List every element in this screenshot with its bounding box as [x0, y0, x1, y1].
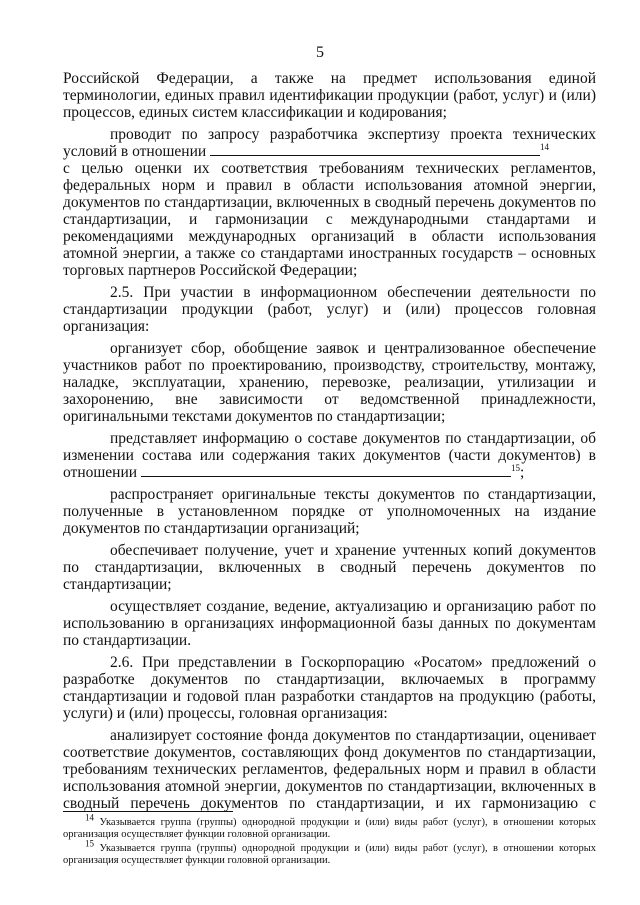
- document-body: [63, 70, 596, 812]
- footnote-14: [63, 812, 596, 841]
- footnote-mark: 15: [85, 838, 94, 849]
- footnote-text: Указывается группа (группы) однородной продукции и (или) виды работ (услуг), в отношении которых организация осуществляет функции головной организации.: [63, 843, 596, 866]
- paragraph-text: представляет информацию о составе документов по стандартизации, об изменении состава или содержания таких документов (части документов) в отношении: [63, 430, 596, 481]
- paragraph: обеспечивает получение, учет и хранение учтенных копий документов по стандартизации, включенных в сводный перечень документов по стандартизации;: [63, 542, 596, 593]
- footnote-text: Указывается группа (группы) однородной продукции и (или) виды работ (услуг), в отношении которых организация осуществляет функции головной организации.: [63, 817, 596, 840]
- page-number: 5: [316, 44, 324, 61]
- paragraph-expertise: [63, 126, 596, 160]
- paragraph: анализирует состояние фонда документов по стандартизации, оценивает соответствие документов, составляющих фонд документов по стандартизации, требованиям технических регламентов, федеральных норм и правил в области использования атомной энергии, документов по стандартизации, включенных в сводный перечень документов по стандартизации, и их гармонизацию с: [63, 727, 596, 812]
- paragraph-section-2-5: 2.5. При участии в информационном обеспечении деятельности по стандартизации продукции (работ, услуг) и (или) процессов головная организация:: [63, 284, 596, 335]
- footnote-mark: 14: [85, 812, 94, 823]
- footnote-ref-14: 14: [540, 141, 550, 152]
- paragraph-information: представляет информацию о составе документов по стандартизации, об изменении состава или содержания таких документов (части документов) в отношении $^{15}$;: [63, 430, 596, 481]
- paragraph: осуществляет создание, ведение, актуализацию и организацию работ по использованию в организациях информационной базы данных по документам по стандартизации.: [63, 598, 596, 649]
- paragraph-section-2-6: 2.6. При представлении в Госкорпорацию «Росатом» предложений о разработке документов по стандартизации, включаемых в программу стандартизации и годовой план разработки стандартов на продукцию (работы, услуги) и (или) процессы, головная организация:: [63, 654, 596, 722]
- blank-line: [141, 464, 511, 477]
- paragraph: распространяет оригинальные тексты документов по стандартизации, полученные в установленном порядке от уполномоченных на издание документов по стандартизации организаций;: [63, 486, 596, 537]
- footnote-15: [63, 838, 596, 867]
- paragraph: с целью оценки их соответствия требованиям технических регламентов, федеральных норм и правил в области использования атомной энергии, документов по стандартизации, включенных в сводный перечень документов по стандартизации, и гармонизации с международными стандартами и рекомендациями международных организаций в области использования атомной энергии, а также со стандартами иностранных государств – основных торговых партнеров Российской Федерации;: [63, 160, 596, 279]
- paragraph-text: проводит по запросу разработчика экспертизу проекта технических условий в отношении: [63, 126, 596, 160]
- blank-line: [210, 143, 540, 156]
- paragraph: организует сбор, обобщение заявок и централизованное обеспечение участников работ по проектированию, производству, строительству, монтажу, наладке, эксплуатации, хранению, перевозке, реализации, утилизации и захоронению, вне зависимости от ведомственной принадлежности, оригинальными текстами документов по стандартизации;: [63, 340, 596, 425]
- footnote-ref-15: 15: [510, 462, 520, 473]
- paragraph: Российской Федерации, а также на предмет использования единой терминологии, единых правил идентификации продукции (работ, услуг) и (или) процессов, единых систем классификации и кодирования;: [63, 70, 596, 121]
